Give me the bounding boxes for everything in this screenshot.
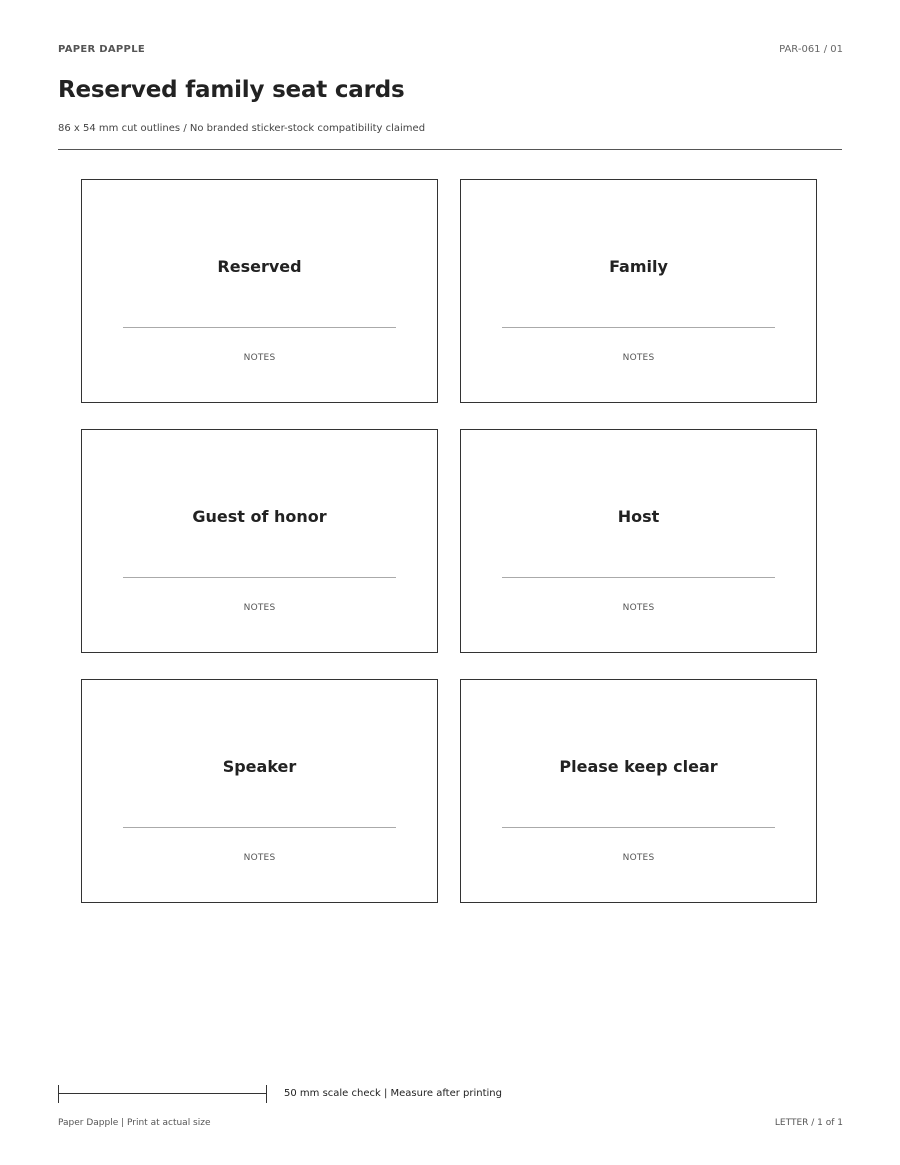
card-label: Guest of honor	[192, 507, 327, 526]
card-writing-line	[123, 577, 396, 578]
card-writing-line	[502, 827, 775, 828]
card-writing-line	[123, 827, 396, 828]
page-subtitle: 86 x 54 mm cut outlines / No branded sticker-stock compatibility claimed	[58, 123, 426, 134]
card-writing-line	[502, 577, 775, 578]
card-label: Family	[609, 257, 668, 276]
footer-page-info: LETTER / 1 of 1	[774, 1118, 843, 1128]
scale-bar-tick-start	[58, 1085, 59, 1103]
brand-name: PAPER DAPPLE	[58, 44, 145, 55]
card-notes-label: NOTES	[243, 603, 276, 613]
card-label: Speaker	[222, 757, 297, 776]
card-notes-label: NOTES	[622, 603, 655, 613]
seat-card	[460, 179, 817, 403]
seat-card	[81, 429, 438, 653]
scale-check-bar	[58, 1085, 267, 1103]
card-notes-label: NOTES	[622, 853, 655, 863]
card-notes-label: NOTES	[243, 353, 276, 363]
scale-check-label: 50 mm scale check | Measure after printing	[284, 1088, 502, 1099]
scale-bar-line	[58, 1093, 267, 1094]
card-notes-label: NOTES	[622, 353, 655, 363]
document-id: PAR-061 / 01	[779, 44, 843, 55]
card-label: Reserved	[217, 257, 302, 276]
card-label: Please keep clear	[559, 757, 718, 776]
scale-bar-tick-end	[266, 1085, 267, 1103]
card-writing-line	[502, 327, 775, 328]
card-label: Host	[617, 507, 660, 526]
header-divider	[58, 149, 842, 150]
seat-card	[460, 679, 817, 903]
footer-print-note: Paper Dapple | Print at actual size	[58, 1118, 211, 1128]
card-notes-label: NOTES	[243, 853, 276, 863]
card-writing-line	[123, 327, 396, 328]
page-title: Reserved family seat cards	[58, 77, 405, 103]
seat-card	[81, 679, 438, 903]
seat-card	[460, 429, 817, 653]
seat-card	[81, 179, 438, 403]
